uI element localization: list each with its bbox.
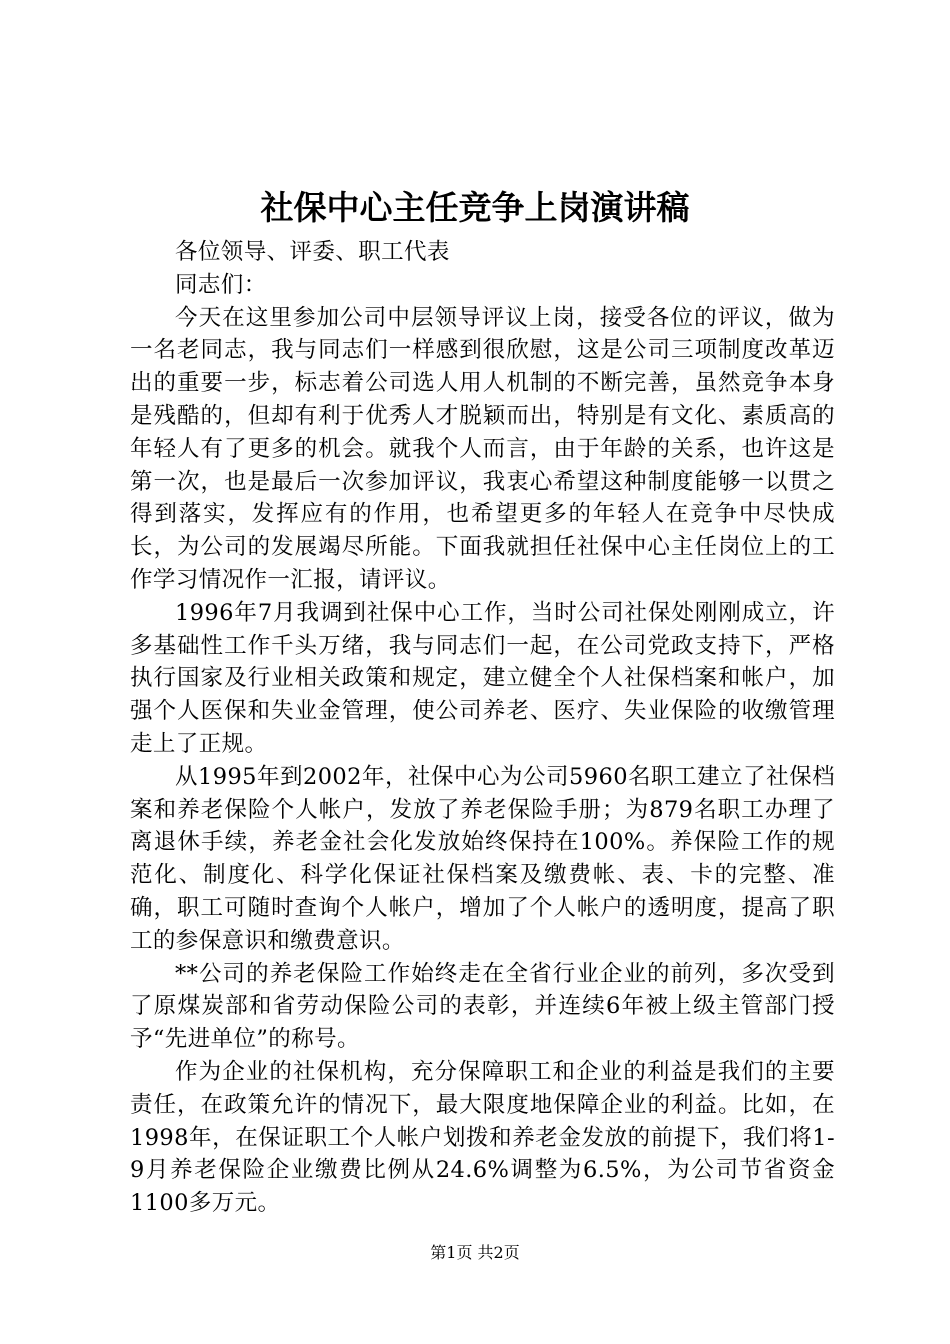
document-title: 社保中心主任竞争上岗演讲稿 xyxy=(260,188,690,227)
document-body xyxy=(130,236,835,1220)
greeting-line: 各位领导、评委、职工代表 xyxy=(175,239,450,265)
body-paragraph: 从1995年到2002年，社保中心为公司5960名职工建立了社保档案和养老保险个人帐户，发放了养老保险手册；为879名职工办理了离退休手续，养老金社会化发放始终保持在100%。养保险工作的规范化、制度化、科学化保证社保档案及缴费帐、表、卡的完整、准确，职工可随时查询个人帐户，增加了个人帐户的透明度，提高了职工的参保意识和缴费意识。 xyxy=(130,763,835,954)
page-number-footer: 第1页 共2页 xyxy=(430,1243,520,1262)
body-paragraph: 今天在这里参加公司中层领导评议上岗，接受各位的评议，做为一名老同志，我与同志们一样感到很欣慰，这是公司三项制度改革迈出的重要一步，标志着公司选人用人机制的不断完善，虽然竞争本身是残酷的，但却有利于优秀人才脱颖而出，特别是有文化、素质高的年轻人有了更多的机会。就我个人而言，由于年龄的关系，也许这是第一次，也是最后一次参加评议，我衷心希望这种制度能够一以贯之得到落实，发挥应有的作用，也希望更多的年轻人在竞争中尽快成长，为公司的发展竭尽所能。下面我就担任社保中心主任岗位上的工作学习情况作一汇报，请评议。 xyxy=(130,304,835,593)
body-paragraph: 1996年7月我调到社保中心工作，当时公司社保处刚刚成立，许多基础性工作千头万绪，我与同志们一起，在公司党政支持下，严格执行国家及行业相关政策和规定，建立健全个人社保档案和帐户，加强个人医保和失业金管理，使公司养老、医疗、失业保险的收缴管理走上了正规。 xyxy=(130,599,835,757)
body-paragraph: 作为企业的社保机构，充分保障职工和企业的利益是我们的主要责任，在政策允许的情况下，最大限度地保障企业的利益。比如，在1998年，在保证职工个人帐户划拨和养老金发放的前提下，我们将1-9月养老保险企业缴费比例从24.6%调整为6.5%，为公司节省资金1100多万元。 xyxy=(130,1058,835,1217)
body-paragraph: **公司的养老保险工作始终走在全省行业企业的前列，多次受到了原煤炭部和省劳动保险公司的表彰，并连续6年被上级主管部门授予“先进单位”的称号。 xyxy=(130,960,835,1053)
salutation-line: 同志们： xyxy=(175,271,267,298)
